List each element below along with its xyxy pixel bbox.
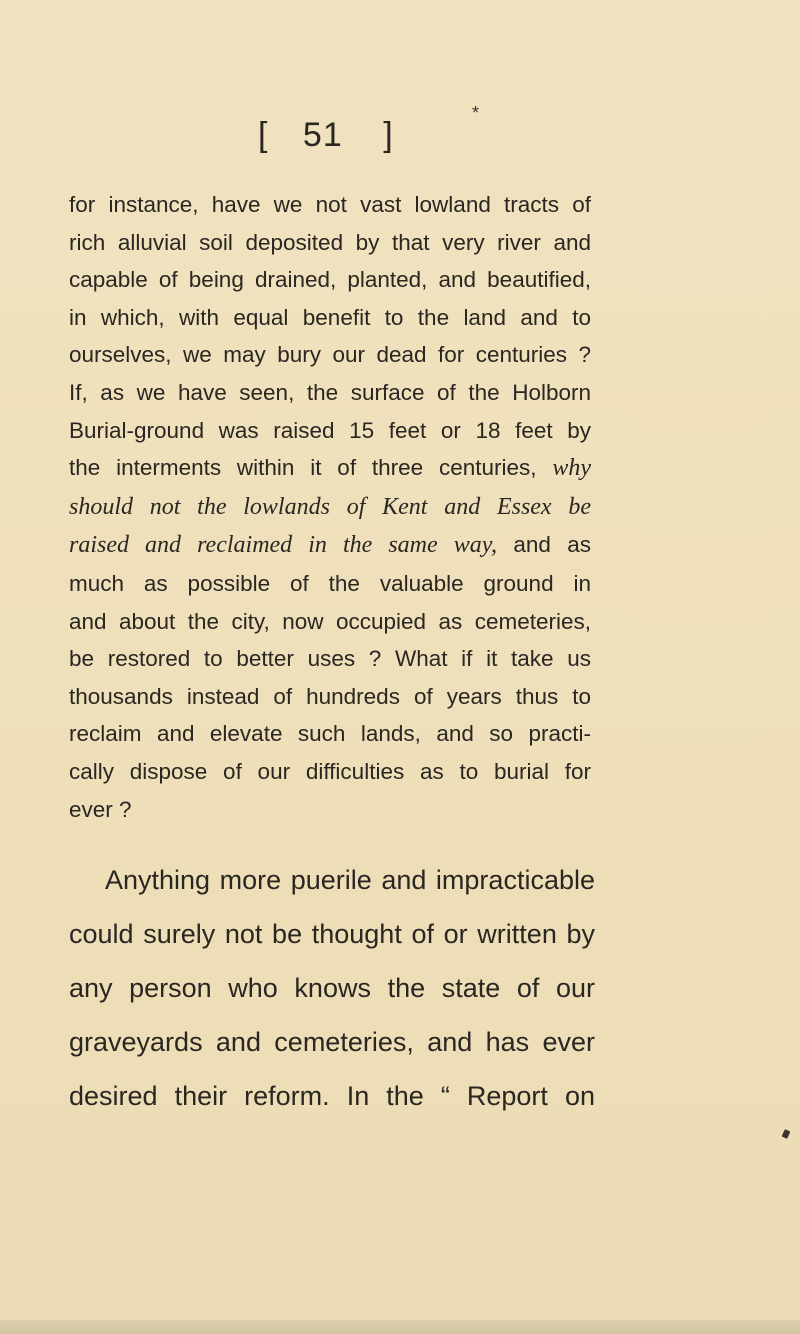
text-line: much as possible of the valuable ground in <box>69 570 591 596</box>
text-line: reclaim and elevate such lands, and so practi- <box>69 721 591 747</box>
italic-text: should not the lowlands of Kent and Essex be <box>69 493 591 520</box>
text-line: graveyards and cemeteries, and has ever <box>69 1027 595 1057</box>
text-line: rich alluvial soil deposited by that very river and <box>69 229 591 255</box>
paragraph-continued <box>69 186 591 828</box>
paragraph-new <box>69 853 595 1123</box>
text-line: be restored to better uses ? What if it take us <box>69 646 591 672</box>
ink-mark <box>782 1129 791 1139</box>
page-header <box>258 116 394 155</box>
text-segment: the interments within it of three centuries, <box>69 455 537 481</box>
text-line <box>69 526 591 565</box>
text-line: ever ? <box>69 796 132 822</box>
text-line: desired their reform. In the “ Report on <box>69 1081 595 1111</box>
page-number: 51 <box>302 116 343 154</box>
text-line: Burial-ground was raised 15 feet or 18 feet by <box>69 417 591 443</box>
header-bracket-open: [ <box>258 116 269 154</box>
text-line: Anything more puerile and impracticable <box>105 865 595 895</box>
printer-mark: * <box>472 103 480 123</box>
text-segment: and as <box>513 532 591 558</box>
italic-text: raised and reclaimed in the same way, <box>69 532 498 559</box>
italic-text: why <box>552 455 591 482</box>
text-line: thousands instead of hundreds of years thus to <box>69 683 591 709</box>
page-bottom-edge <box>0 1320 800 1334</box>
header-bracket-close: ] <box>383 116 394 154</box>
text-line: could surely not be thought of or written by <box>69 919 595 949</box>
text-line: cally dispose of our difficulties as to burial for <box>69 758 591 784</box>
text-line: capable of being drained, planted, and beautified, <box>69 267 591 293</box>
text-line: and about the city, now occupied as cemeteries, <box>69 608 591 634</box>
text-line: for instance, have we not vast lowland tracts of <box>69 192 591 217</box>
text-line <box>69 449 591 488</box>
text-line: in which, with equal benefit to the land and to <box>69 304 591 330</box>
text-line: If, as we have seen, the surface of the Holborn <box>69 379 591 405</box>
text-line: any person who knows the state of our <box>69 973 595 1003</box>
text-line <box>69 488 591 527</box>
text-line: ourselves, we may bury our dead for centuries ? <box>69 342 591 368</box>
